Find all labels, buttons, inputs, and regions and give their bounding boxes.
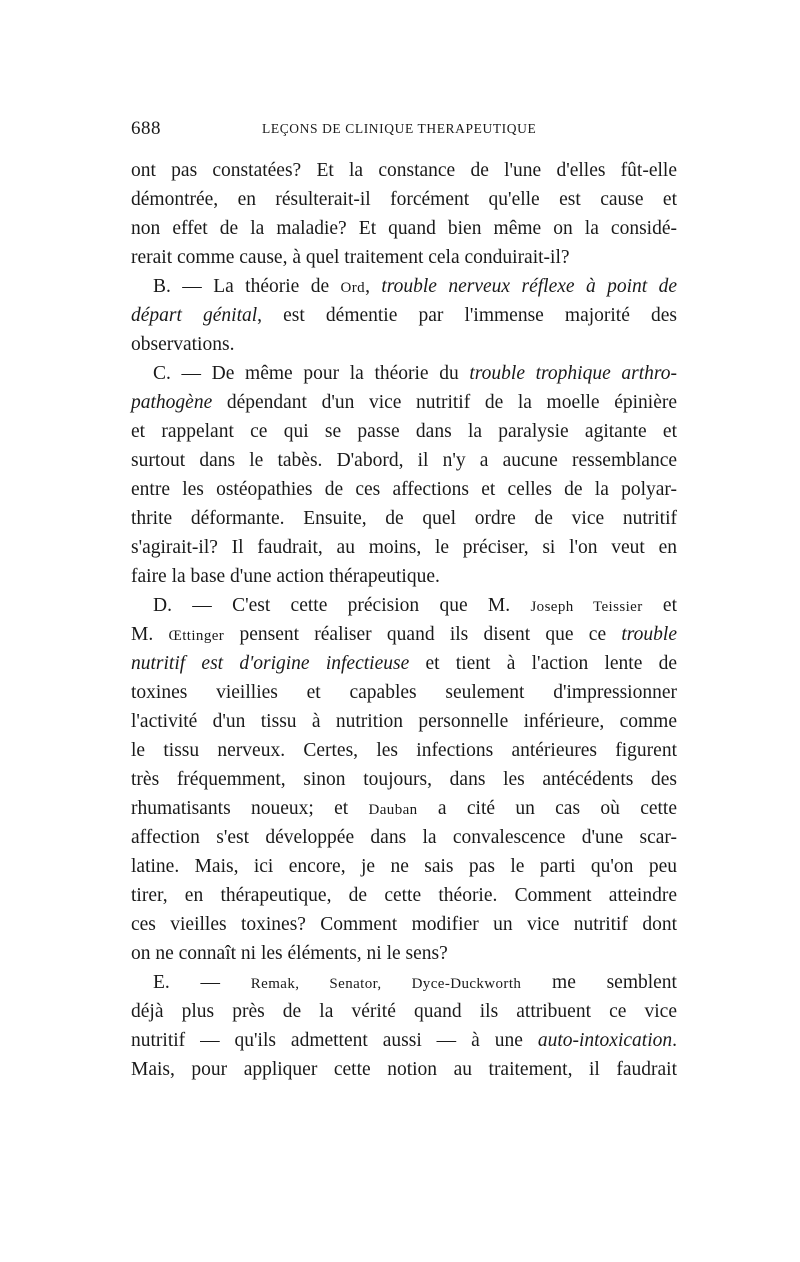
text-line: et rappelant ce qui se passe dans la paralysie agitante et xyxy=(131,421,677,442)
text-line: ces vieilles toxines? Comment modifier un vice nutritif dont xyxy=(131,914,677,935)
italic-term: auto-intoxication xyxy=(537,1030,673,1051)
text-line: nutritif est d'origine infectieuse et tient à l'action lente de xyxy=(131,653,678,674)
text-line: nutritif — qu'ils admettent aussi — à une auto-intoxication. xyxy=(131,1030,677,1051)
author-name: Ord xyxy=(340,280,366,296)
page-number: 688 xyxy=(131,118,161,139)
text-line: Mais, pour appliquer cette notion au traitement, il faudrait xyxy=(131,1059,677,1080)
text-line: tirer, en thérapeutique, de cette théorie. Comment atteindre xyxy=(131,885,677,906)
text-line: non effet de la maladie? Et quand bien même on la considé- xyxy=(131,218,677,239)
text-line: thrite déformante. Ensuite, de quel ordre de vice nutritif xyxy=(131,508,677,529)
body-text xyxy=(131,156,677,1084)
italic-term: trouble xyxy=(621,624,677,645)
italic-term: nutritif est d'origine infectieuse xyxy=(131,653,410,674)
italic-term: départ génital xyxy=(131,305,258,326)
text-line: rerait comme cause, à quel traitement cela conduirait-il? xyxy=(131,247,570,268)
text-line: latine. Mais, ici encore, je ne sais pas le parti qu'on peu xyxy=(131,856,677,877)
running-head: LEÇONS DE CLINIQUE THERAPEUTIQUE xyxy=(262,121,537,136)
text-line: faire la base d'une action thérapeutique. xyxy=(131,566,440,587)
text-line: M. Œttinger pensent réaliser quand ils disent que ce trouble xyxy=(131,624,677,645)
italic-term: trouble nerveux réflexe à point de xyxy=(381,276,677,297)
text-line: très fréquemment, sinon toujours, dans les antécédents des xyxy=(131,769,677,790)
text-line: rhumatisants noueux; et Dauban a cité un cas où cette xyxy=(131,798,677,819)
text-line: s'agirait-il? Il faudrait, au moins, le préciser, si l'on veut en xyxy=(131,537,677,558)
page-header xyxy=(131,114,677,144)
author-name: Joseph Teissier xyxy=(530,599,643,615)
paragraph-e-line: E. — Remak, Senator, Dyce-Duckworth me semblent xyxy=(153,972,677,993)
text-line: l'activité d'un tissu à nutrition personnelle inférieure, comme xyxy=(131,711,677,732)
italic-term: pathogène xyxy=(131,392,213,413)
paragraph-d-line: D. — C'est cette précision que M. Joseph Teissier et xyxy=(153,595,678,616)
text-line: observations. xyxy=(131,334,235,355)
paragraph-b-line: B. — La théorie de Ord, trouble nerveux réflexe à point de xyxy=(153,276,677,297)
text-line: ont pas constatées? Et la constance de l'une d'elles fût-elle xyxy=(131,160,677,181)
text-line: le tissu nerveux. Certes, les infections antérieures figurent xyxy=(131,740,677,761)
italic-term: trouble trophique arthro- xyxy=(469,363,677,384)
text-line: départ génital, est démentie par l'immense majorité des xyxy=(131,305,677,326)
text-line: affection s'est développée dans la convalescence d'une scar- xyxy=(131,827,677,848)
text-line: démontrée, en résulterait-il forcément qu'elle est cause et xyxy=(131,189,677,210)
text-line: entre les ostéopathies de ces affections et celles de la polyar- xyxy=(131,479,677,500)
text-line: déjà plus près de la vérité quand ils attribuent ce vice xyxy=(131,1001,677,1022)
text-line: pathogène dépendant d'un vice nutritif de la moelle épinière xyxy=(131,392,677,413)
text-line: surtout dans le tabès. D'abord, il n'y a aucune ressemblance xyxy=(131,450,677,471)
author-name: Dauban xyxy=(368,802,418,818)
paragraph-c-line: C. — De même pour la théorie du trouble trophique arthro- xyxy=(153,363,677,384)
author-name: Remak, Senator, Dyce-Duckworth xyxy=(250,976,522,992)
text-line: toxines vieillies et capables seulement d'impressionner xyxy=(131,682,677,703)
author-name: Œttinger xyxy=(168,628,225,644)
text-line: on ne connaît ni les éléments, ni le sens? xyxy=(131,943,448,964)
